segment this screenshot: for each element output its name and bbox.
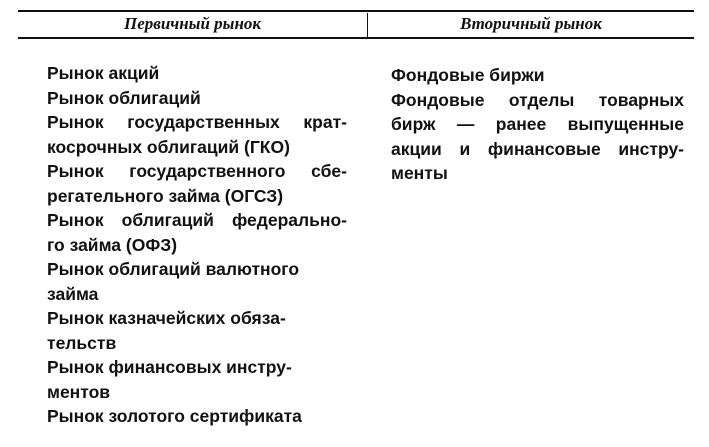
primary-line: Рынок государственных крат- [47,112,347,132]
header-secondary-market: Вторичный рынок [460,14,602,33]
secondary-line: бирж — ранее выпущенные [391,114,684,134]
primary-line: займа [47,283,99,304]
secondary-market-column [391,63,684,186]
secondary-line: Фондовые отделы товарных [391,89,684,110]
secondary-line: акции и финансовые инстру- [391,138,684,159]
header-primary-market: Первичный рынок [123,14,262,33]
primary-line: Рынок акций [47,63,160,83]
secondary-line: менты [391,163,448,183]
primary-line: Рынок золотого сертификата [47,406,302,426]
secondary-line: Фондовые биржи [391,65,545,85]
primary-line: Рынок финансовых инстру- [47,357,292,377]
primary-line: косрочных облигаций (ГКО) [47,136,290,157]
primary-line: регательного займа (ОГСЗ) [47,185,284,206]
primary-line: Рынок облигаций [47,87,201,108]
primary-line: Рынок государственного сбе- [47,161,347,181]
primary-line: ментов [47,381,111,402]
primary-line: Рынок облигаций валютного [47,259,300,279]
primary-market-column [47,61,347,429]
primary-line: Рынок облигаций федерально- [47,210,347,230]
primary-line: Рынок казначейских обяза- [47,308,286,328]
primary-line: го займа (ОФЗ) [47,234,178,255]
primary-line: тельств [47,332,117,353]
header-bottom-rule [18,37,694,39]
